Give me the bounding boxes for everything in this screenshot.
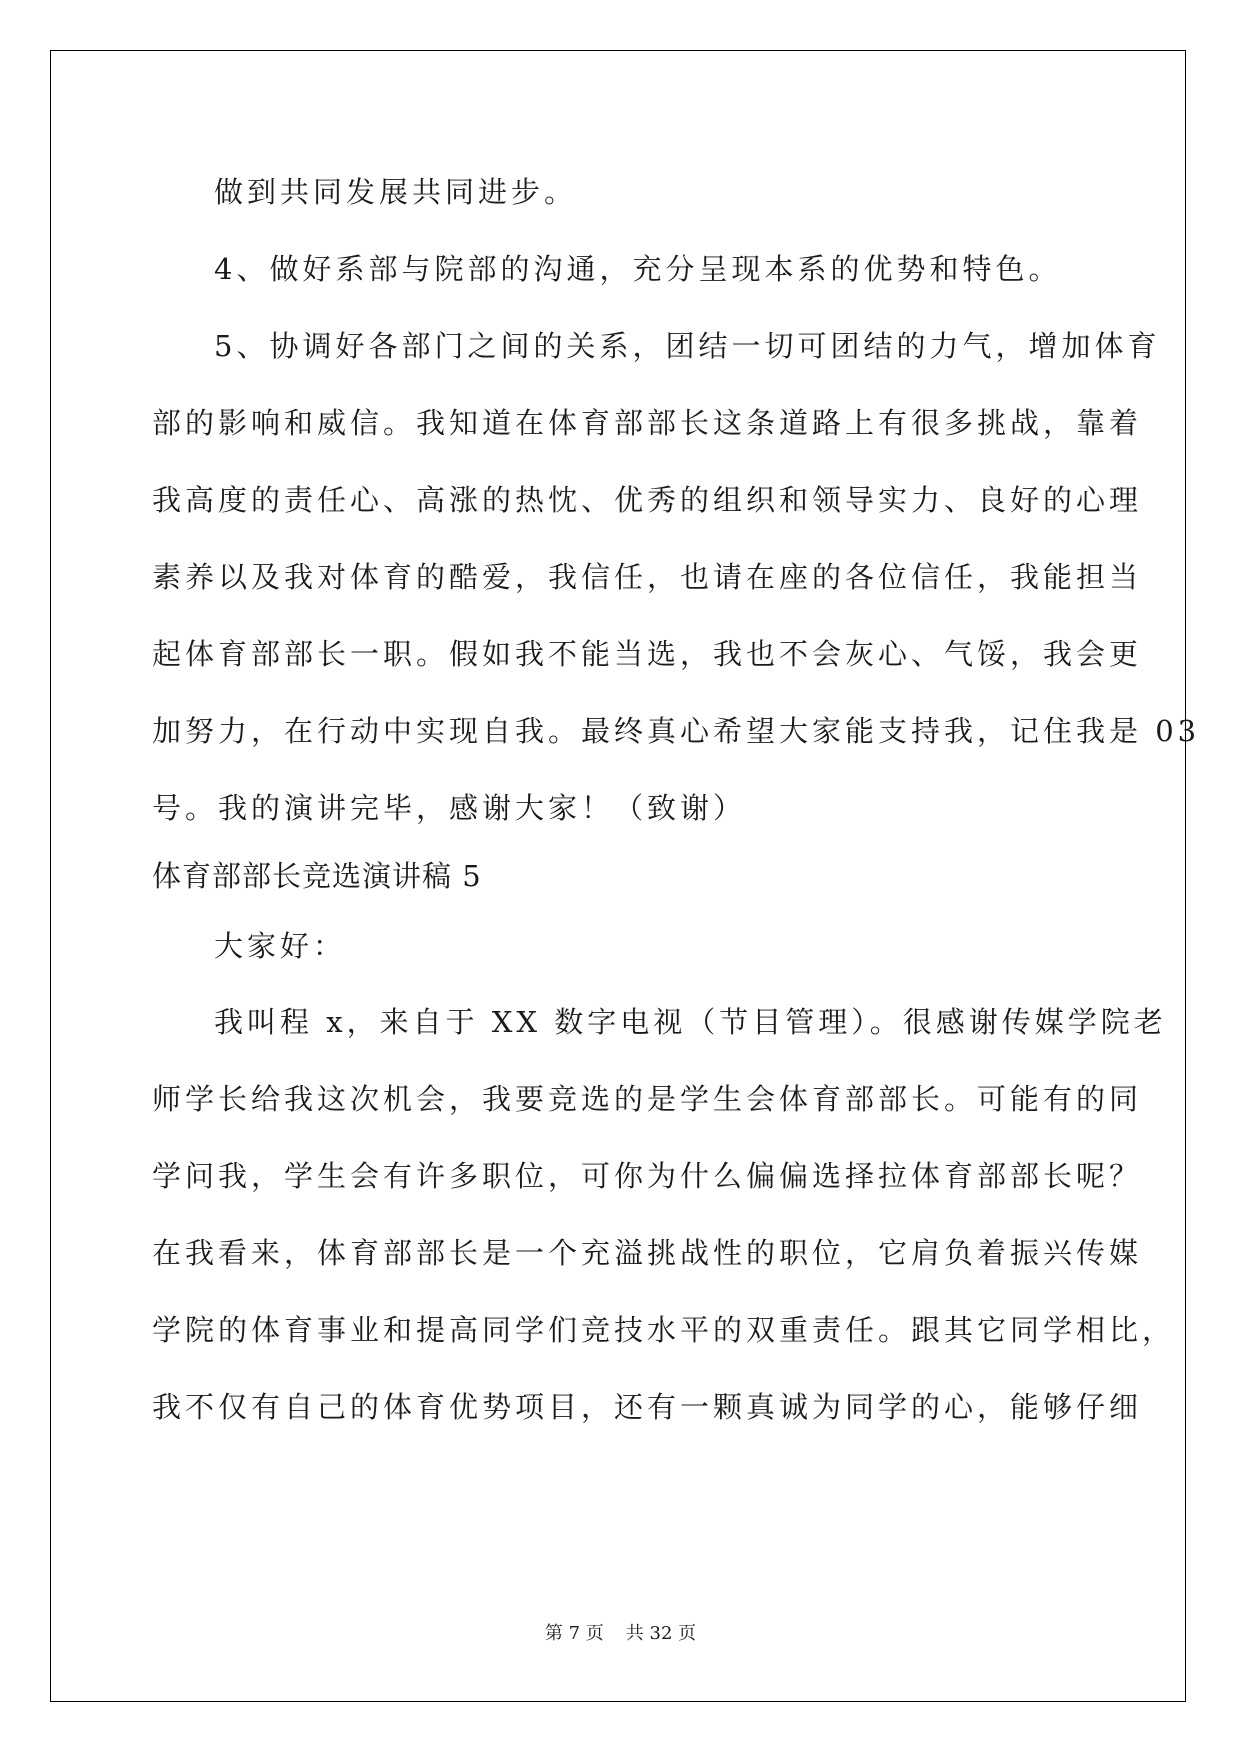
paragraph-line: 素养以及我对体育的酷爱，我信任，也请在座的各位信任，我能担当 bbox=[152, 560, 1143, 594]
paragraph-line: 大家好： bbox=[214, 929, 347, 963]
paragraph-line: 学院的体育事业和提高同学们竞技水平的双重责任。跟其它同学相比， bbox=[152, 1313, 1176, 1347]
paragraph-line: 4、做好系部与院部的沟通，充分呈现本系的优势和特色。 bbox=[214, 252, 1062, 286]
paragraph-line: 师学长给我这次机会，我要竞选的是学生会体育部部长。可能有的同 bbox=[152, 1082, 1143, 1116]
paragraph-line: 我不仅有自己的体育优势项目，还有一颗真诚为同学的心，能够仔细 bbox=[152, 1390, 1143, 1424]
paragraph-line: 做到共同发展共同进步。 bbox=[214, 175, 578, 209]
paragraph-line: 部的影响和威信。我知道在体育部部长这条道路上有很多挑战，靠着 bbox=[152, 406, 1143, 440]
paragraph-line: 号。我的演讲完毕，感谢大家！（致谢） bbox=[152, 791, 747, 825]
paragraph-line: 加努力，在行动中实现自我。最终真心希望大家能支持我，记住我是 03 bbox=[152, 714, 1201, 748]
page-total: 共 32 页 bbox=[625, 1623, 697, 1644]
paragraph-line: 起体育部部长一职。假如我不能当选，我也不会灰心、气馁，我会更 bbox=[152, 637, 1143, 671]
paragraph-line: 学问我，学生会有许多职位，可你为什么偏偏选择拉体育部部长呢？ bbox=[152, 1159, 1143, 1193]
paragraph-line: 在我看来，体育部部长是一个充溢挑战性的职位，它肩负着振兴传媒 bbox=[152, 1236, 1143, 1270]
paragraph-line: 5、协调好各部门之间的关系，团结一切可团结的力气，增加体育 bbox=[214, 329, 1161, 363]
paragraph-line: 我叫程 x，来自于 XX 数字电视（节目管理）。很感谢传媒学院老 bbox=[214, 1005, 1167, 1039]
page-footer bbox=[0, 1622, 1241, 1646]
paragraph-line: 我高度的责任心、高涨的热忱、优秀的组织和领导实力、良好的心理 bbox=[152, 483, 1143, 517]
section-heading: 体育部部长竞选演讲稿 5 bbox=[152, 859, 482, 893]
page-number: 第 7 页 bbox=[544, 1623, 604, 1644]
